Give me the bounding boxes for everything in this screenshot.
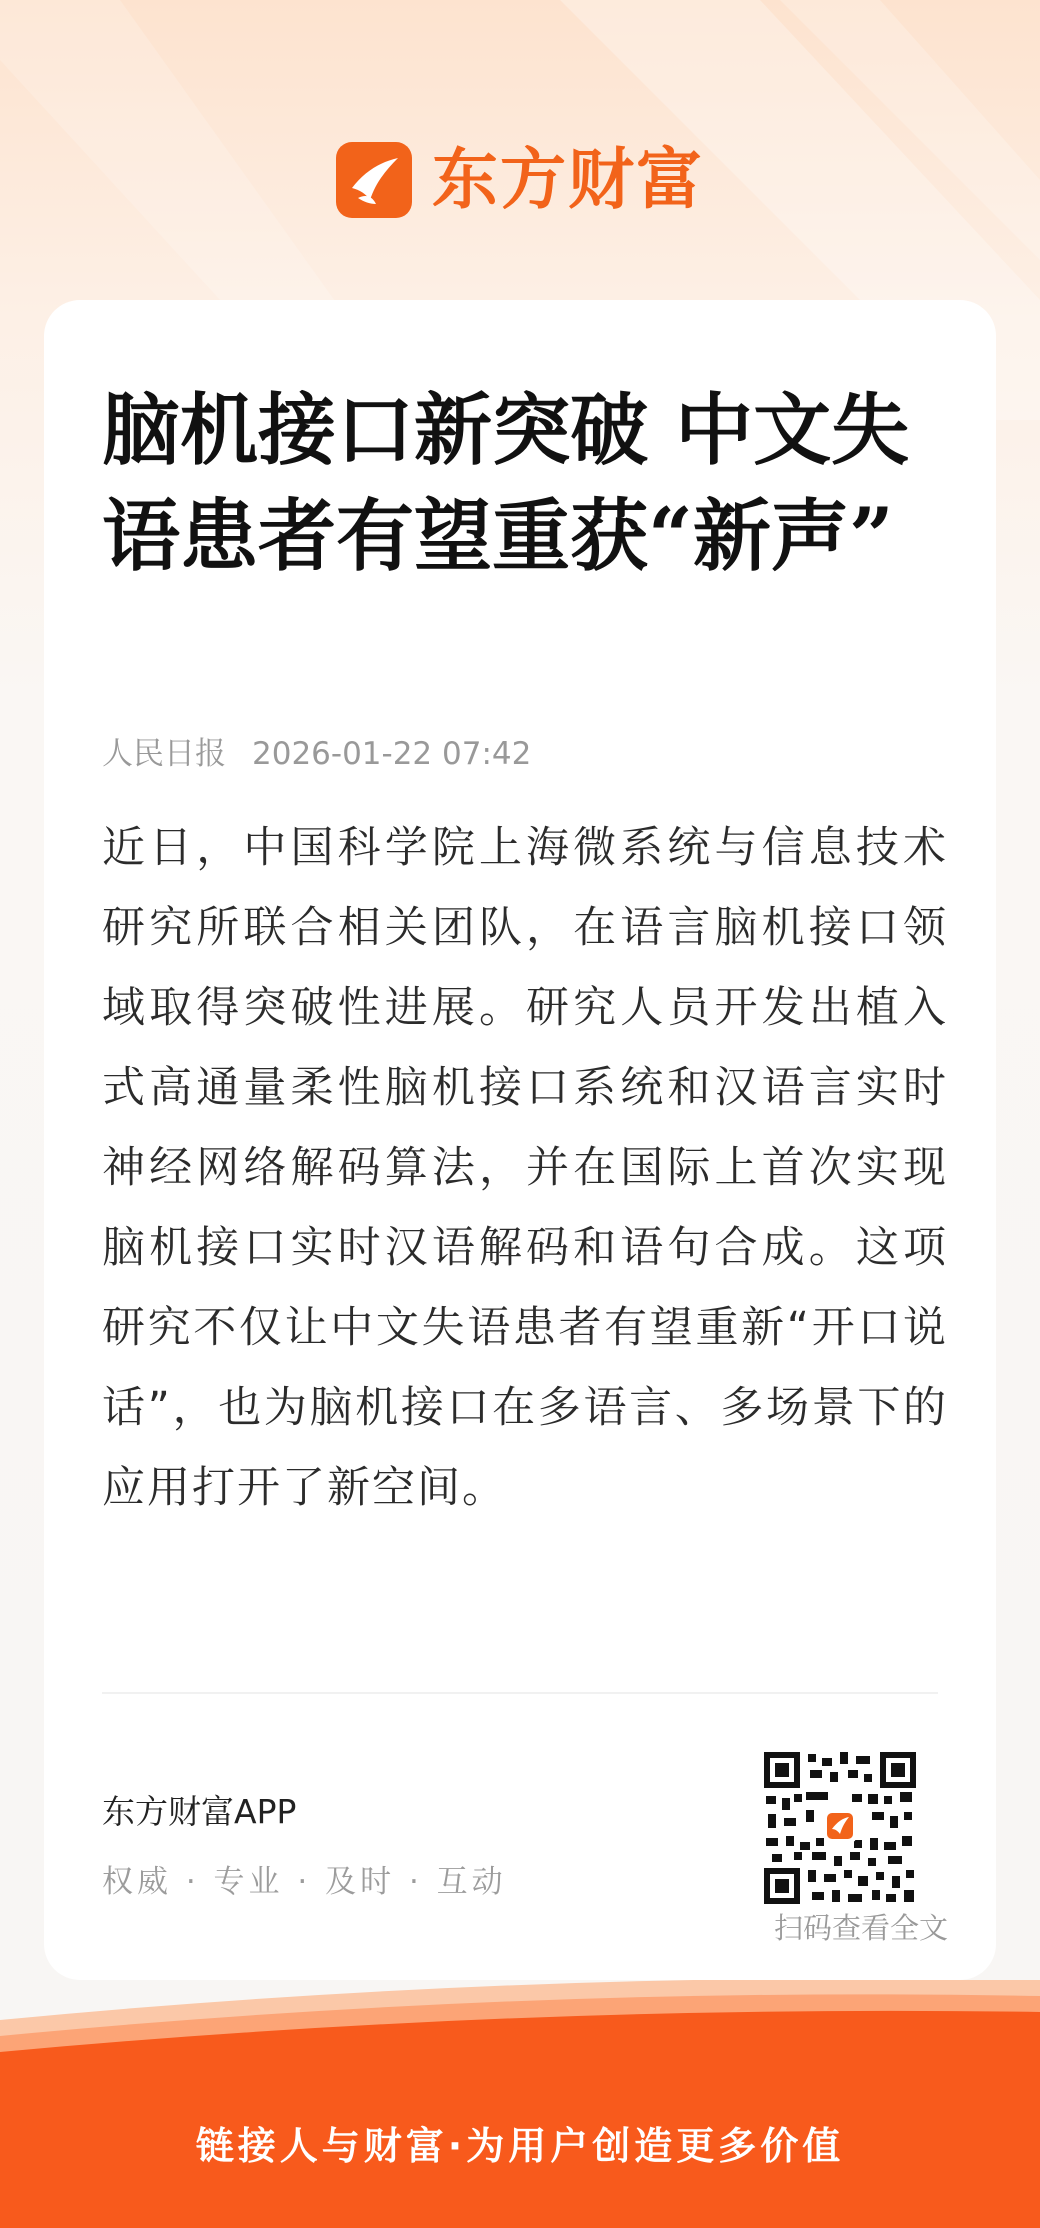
article-card bbox=[44, 300, 996, 1980]
footer-wave bbox=[0, 1980, 1040, 2228]
app-name: 东方财富APP bbox=[102, 1792, 297, 1831]
article-body: 近日，中国科学院上海微系统与信息技术研究所联合相关团队，在语言脑机接口领域取得突破性进展。研究人员开发出植入式高通量柔性脑机接口系统和汉语言实时神经网络解码算法，并在国际上首次实现脑机接口实时汉语解码和语句合成。这项研究不仅让中文失语患者有望重新“开口说话”，也为脑机接口在多语言、多场景下的应用打开了新空间。 bbox=[102, 823, 948, 1513]
divider bbox=[102, 1692, 938, 1694]
article-datetime: 2026-01-22 07:42 bbox=[252, 736, 532, 772]
brand-logo-icon bbox=[336, 142, 412, 218]
brand-name: 东方财富 bbox=[432, 141, 704, 218]
article-source: 人民日报 bbox=[102, 736, 226, 772]
footer-tagline: 链接人与财富·为用户创造更多价值 bbox=[195, 2124, 845, 2168]
brand-logo bbox=[0, 142, 1040, 218]
app-slogan: 权威 · 专业 · 及时 · 互动 bbox=[102, 1864, 507, 1900]
article-title: 脑机接口新突破 中文失语患者有望重获“新声” bbox=[102, 385, 910, 582]
qr-code-icon[interactable] bbox=[764, 1752, 916, 1904]
footer-banner bbox=[0, 1980, 1040, 2228]
article-meta bbox=[102, 732, 531, 776]
qr-caption: 扫码查看全文 bbox=[773, 1911, 948, 1945]
